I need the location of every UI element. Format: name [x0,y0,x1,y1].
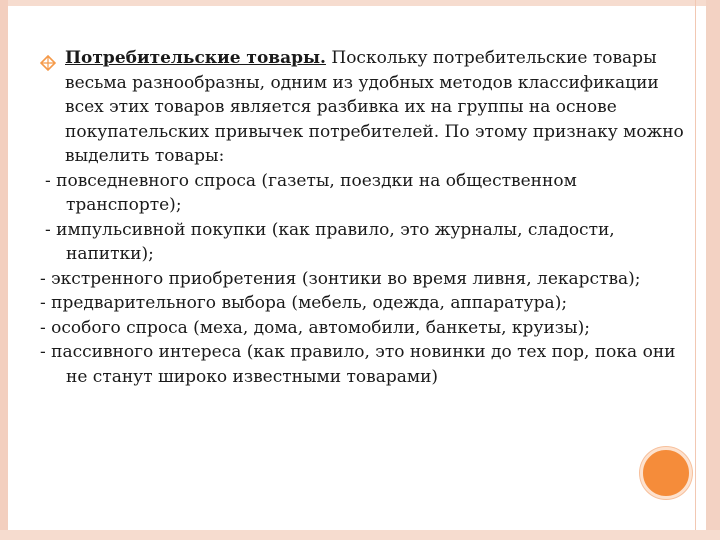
list-item: - особого спроса (меха, дома, автомобили, банкеты, круизы); [40,317,590,338]
list-item: - импульсивной покупки (как правило, это журналы, сладости, напитки); [45,219,615,264]
slide-frame-inner-line [695,0,696,540]
list-item: - экстренного приобретения (зонтики во время ливня, лекарства); [40,268,641,289]
slide-frame-right [706,0,720,540]
slide-content [40,46,690,389]
orange-circle-icon [640,447,692,499]
list-item: - пассивного интереса (как правило, это новинки до тех пор, пока они не станут широко известными товарами) [40,342,676,387]
slide-title: Потребительские товары. [65,48,326,68]
list-item: - предварительного выбора (мебель, одежда, аппаратура); [40,293,568,313]
intro-paragraph [40,46,690,169]
slide-frame-top [0,0,720,6]
slide-frame-bottom [0,530,720,540]
list-item: - повседневного спроса (газеты, поездки на общественном транспорте); [45,170,577,215]
slide-frame-left [0,0,8,540]
intro-text: Поскольку потребительские товары весьма разнообразны, одним из удобных методов классификации всех этих товаров является разбивка их на группы на основе покупательских привычек потребителей. По этому признаку можно выделить товары: [65,48,684,166]
